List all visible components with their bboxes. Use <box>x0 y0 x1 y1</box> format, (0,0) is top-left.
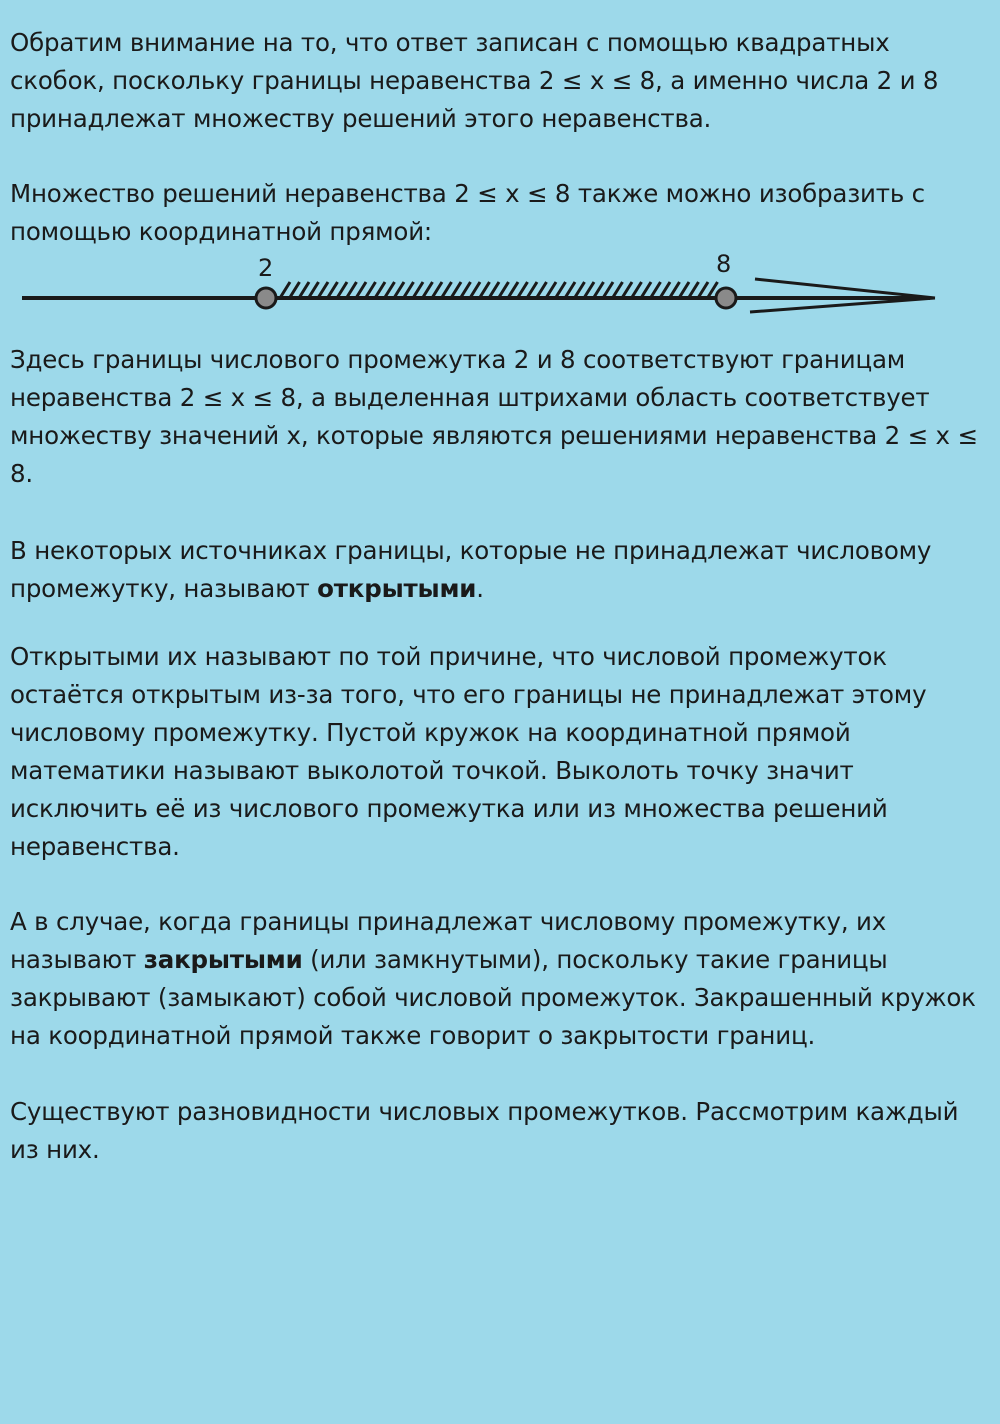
hatch-mark <box>537 282 547 298</box>
hatch-mark <box>470 282 480 298</box>
arrow-lower-stroke <box>750 298 935 312</box>
hatch-mark <box>632 282 642 298</box>
hatch-mark <box>375 282 385 298</box>
hatch-mark <box>318 282 328 298</box>
hatch-mark <box>299 282 309 298</box>
hatch-mark <box>679 282 689 298</box>
hatch-mark <box>584 282 594 298</box>
paragraph-interval-types: Существуют разновидности числовых промежутков. Рассмотрим каждый из них. <box>10 1097 959 1164</box>
hatch-mark <box>622 282 632 298</box>
hatch-mark <box>556 282 566 298</box>
hatch-mark <box>328 282 338 298</box>
paragraph-closed-boundaries <box>10 903 985 1055</box>
hatch-mark <box>651 282 661 298</box>
number-line-diagram <box>0 248 1000 328</box>
hatch-mark <box>575 282 585 298</box>
hatch-mark <box>432 282 442 298</box>
left-boundary-label: 2 <box>258 254 274 282</box>
p4-text-after: . <box>476 574 484 603</box>
hatch-mark <box>613 282 623 298</box>
hatch-mark <box>290 282 300 298</box>
hatch-mark <box>508 282 518 298</box>
hatch-mark <box>499 282 509 298</box>
hatching-region <box>280 282 718 298</box>
hatch-mark <box>594 282 604 298</box>
paragraph-boundaries-explanation: Здесь границы числового промежутка 2 и 8 соответствуют границам неравенства 2 ≤ x ≤ 8, а выделенная штрихами область соответствует множеству значений x, которые являются решениями неравенства 2 ≤ x ≤ 8. <box>10 345 978 488</box>
hatch-mark <box>385 282 395 298</box>
term-open: открытыми <box>317 574 477 603</box>
hatch-mark <box>480 282 490 298</box>
hatch-mark <box>451 282 461 298</box>
left-boundary-point <box>256 288 276 308</box>
hatch-mark <box>280 282 290 298</box>
hatch-mark <box>442 282 452 298</box>
hatch-mark <box>518 282 528 298</box>
hatch-mark <box>670 282 680 298</box>
right-boundary-label: 8 <box>716 250 732 278</box>
hatch-mark <box>413 282 423 298</box>
p6-text-before: А в случае, когда границы принадлежат числовому промежутку, их называют <box>10 907 887 974</box>
hatch-mark <box>347 282 357 298</box>
p4-text-before: В некоторых источниках границы, которые не принадлежат числовому промежутку, называют <box>10 536 932 603</box>
hatch-mark <box>489 282 499 298</box>
hatch-mark <box>404 282 414 298</box>
hatch-mark <box>356 282 366 298</box>
hatch-mark <box>394 282 404 298</box>
paragraph-open-boundaries <box>10 532 985 608</box>
hatch-mark <box>546 282 556 298</box>
hatch-mark <box>309 282 319 298</box>
p6-text-after: (или замкнутыми), поскольку такие границы закрывают (замыкают) собой числовой промежуток. Закрашенный кружок на координатной прямой также говорит о закрытости границ. <box>10 945 976 1050</box>
hatch-mark <box>366 282 376 298</box>
hatch-mark <box>423 282 433 298</box>
arrow-upper-stroke <box>755 279 935 298</box>
hatch-mark <box>461 282 471 298</box>
right-boundary-point <box>716 288 736 308</box>
hatch-mark <box>660 282 670 298</box>
term-closed: закрытыми <box>143 945 303 974</box>
paragraph-square-brackets: Обратим внимание на то, что ответ записан с помощью квадратных скобок, поскольку границы неравенства 2 ≤ x ≤ 8, а именно числа 2 и 8 принадлежат множеству решений этого неравенства. <box>10 28 939 133</box>
hatch-mark <box>565 282 575 298</box>
paragraph-coordinate-line-intro: Множество решений неравенства 2 ≤ x ≤ 8 также можно изобразить с помощью координатной прямой: <box>10 179 925 246</box>
hatch-mark <box>337 282 347 298</box>
paragraph-open-explanation: Открытыми их называют по той причине, что числовой промежуток остаётся открытым из-за того, что его границы не принадлежат этому числовому промежутку. Пустой кружок на координатной прямой математики называют выколотой точкой. Выколоть точку значит исключить её из числового промежутка или из множества решений неравенства. <box>10 642 927 861</box>
hatch-mark <box>527 282 537 298</box>
hatch-mark <box>689 282 699 298</box>
hatch-mark <box>641 282 651 298</box>
hatch-mark <box>698 282 708 298</box>
hatch-mark <box>603 282 613 298</box>
